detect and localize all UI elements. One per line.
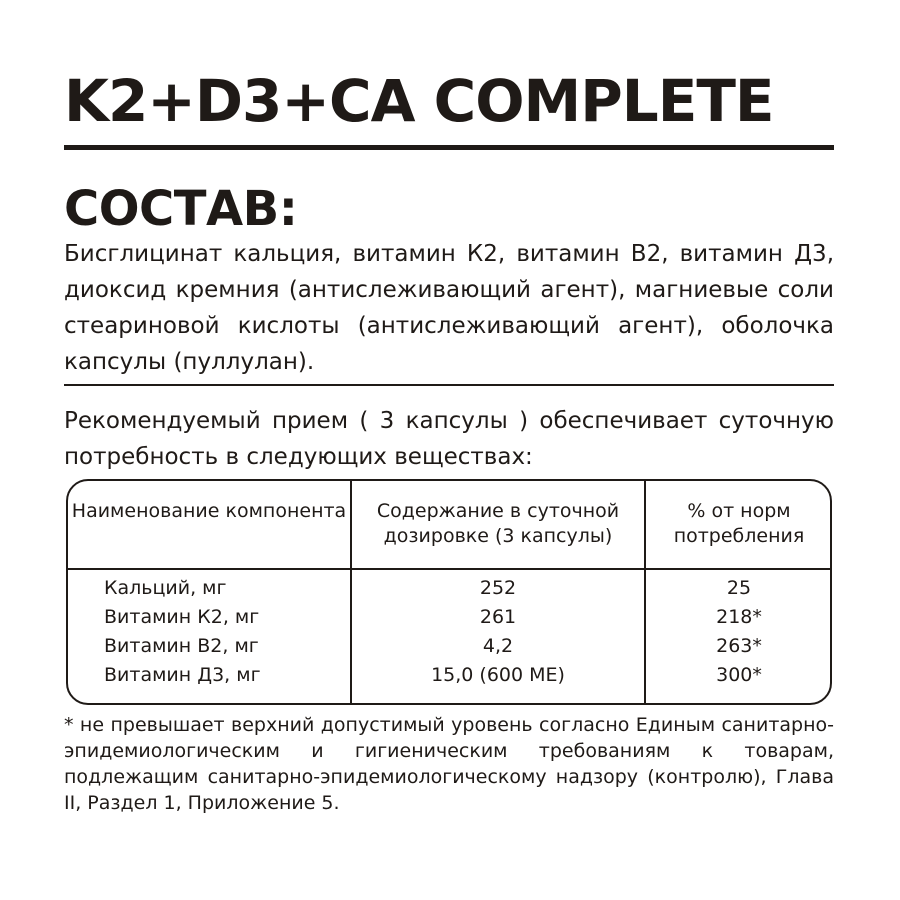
title-divider	[64, 145, 834, 150]
product-title: K2+D3+CA COMPLETE	[64, 67, 774, 135]
component-name: Кальций, мг	[104, 577, 227, 599]
component-percent: 25	[726, 577, 752, 599]
header-percent: % от норм потребления	[673, 500, 805, 547]
composition-text: Бисглицинат кальция, витамин К2, витамин В2, витамин Д3, диоксид кремния (антислеживающий агент), магниевые соли стеариновой кислоты (антислеживающий агент), оболочка капсулы (пуллулан).	[64, 241, 834, 375]
component-amount: 261	[479, 606, 517, 628]
composition-heading: СОСТАВ:	[64, 181, 298, 237]
component-percent: 300*	[716, 664, 762, 686]
component-name: Витамин В2, мг	[104, 635, 259, 657]
intake-text: Рекомендуемый прием ( 3 капсулы ) обеспечивает суточную потребность в следующих веществах:	[64, 408, 834, 470]
component-amount: 15,0 (600 МЕ)	[431, 664, 565, 686]
footnote: * не превышает верхний допустимый уровень согласно Единым санитарно-эпидемиологическим и гигиеническим требованиям к товарам, подлежащим санитарно-эпидемиологическому надзору (контролю), Глава II, Раздел 1, Приложение 5.	[64, 714, 834, 814]
section-divider	[64, 384, 834, 386]
component-percent: 263*	[716, 635, 762, 657]
header-divider	[68, 568, 830, 570]
header-amount: Содержание в суточной дозировке (3 капсулы)	[376, 500, 620, 547]
component-name: Витамин Д3, мг	[104, 664, 261, 686]
component-amount: 4,2	[482, 635, 514, 657]
header-name: Наименование компонента	[71, 500, 347, 522]
component-amount: 252	[479, 577, 517, 599]
component-name: Витамин К2, мг	[104, 606, 260, 628]
component-percent: 218*	[716, 606, 762, 628]
nutrient-table	[66, 479, 832, 705]
